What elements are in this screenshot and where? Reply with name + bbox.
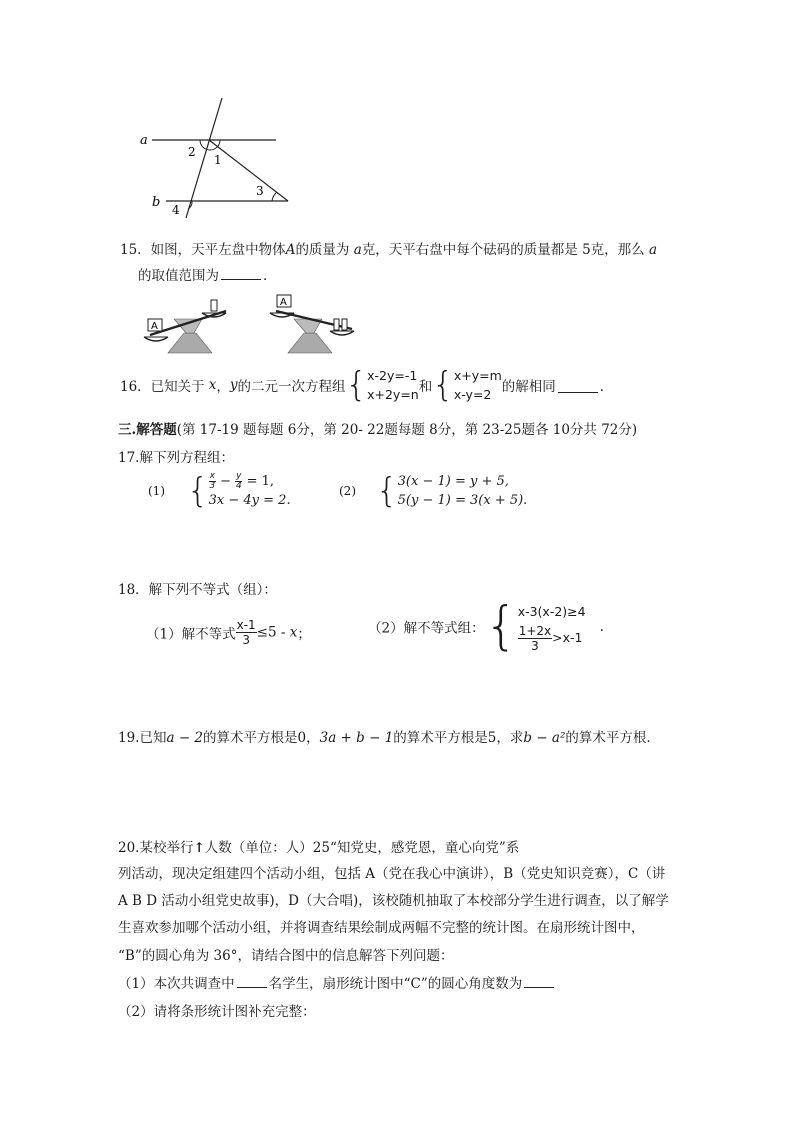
q20-line2: 列活动，现决定组建四个活动小组，包括 A（党在我心中演讲），B（党史知识竞赛），C（讲	[118, 866, 666, 882]
balance-scale-figure	[140, 293, 370, 357]
brace: {	[376, 471, 398, 511]
q20-sub2: （2）请将条形统计图补充完整：	[118, 1004, 316, 1020]
label-a: a	[140, 133, 148, 148]
fraction: $\frac{x-1}{3}$	[236, 618, 256, 647]
balance-scale-left	[144, 300, 226, 353]
label-4: 4	[172, 203, 180, 217]
slant-line	[209, 140, 288, 201]
q20-line5: “B”的圆心角为 36°，请结合图中的信息解答下列问题：	[118, 948, 454, 964]
q18-title: 18．解下列不等式（组）：	[118, 582, 277, 598]
brace: {	[432, 365, 454, 405]
q18-part2: （2）解不等式组：{x-3(x-2)≥4 $\frac{1+2x}{3}$ >x-1.	[368, 596, 604, 657]
label-3: 3	[256, 184, 264, 198]
brace: {	[484, 596, 518, 657]
equation-system-2: x+y=m x-y=2	[453, 368, 502, 402]
q18-part1: （1）解不等式 $\frac{x-1}{3}$ ≤5 - x；	[146, 618, 311, 647]
q17-part1: (1) { $\frac{x}{3}$ − $\frac{y}{4}$ = 1, 3x − 4y = 2.	[148, 471, 291, 511]
answer-blank[interactable]	[558, 378, 598, 393]
q15-line1: 15．如图，天平左盘中物体A的质量为 a克，天平右盘中每个砝码的质量都是 5克，那么 a	[120, 242, 658, 258]
q20-line3: A B D 活动小组党史故事)，D（大合唱)，该校随机抽取了本校部分学生进行调查，以了解学	[118, 893, 669, 909]
weight	[342, 319, 347, 330]
q16-line: 16．已知关于 x，y的二元一次方程组{x-2y=-1 x+2y=n和{x+y=m x-y=2 的解相同 ．	[120, 365, 614, 405]
section-header: 三.解答题(第 17-19 题每题 6分，第 20- 22题每题 8分，第 23-25题各 10分共 72分)	[118, 422, 638, 438]
answer-blank[interactable]	[237, 973, 267, 988]
balance-scale-right	[270, 295, 354, 353]
q17-part2: (2) {3(x − 1) = y + 5, 5(y − 1) = 3(x + 5).	[339, 471, 528, 511]
q20-line4: 生喜欢参加哪个活动小组，并将调查结果绘制成两幅不完整的统计图。在扇形统计图中，	[118, 920, 645, 936]
q17-title: 17.解下列方程组：	[118, 450, 234, 466]
q19-line: 19.已知a − 2的算术平方根是0，3a + b − 1的算术平方根是5，求b − a²的算术平方根．	[118, 730, 660, 746]
fraction: $\frac{1+2x}{3}$	[518, 624, 552, 653]
svg-text:A: A	[280, 297, 287, 308]
q20-line1: 20.某校举行↑人数（单位：人）25“知党史，感党恩，童心向党”系	[118, 840, 520, 856]
angle-figure	[130, 92, 300, 222]
label-b: b	[152, 195, 161, 210]
brace: {	[345, 365, 368, 405]
equation-system-1: x-2y=-1 x+2y=n	[367, 368, 419, 402]
q15-line2: 的取值范围为 ．	[138, 264, 277, 284]
answer-blank[interactable]	[221, 265, 261, 280]
answer-blank[interactable]	[524, 973, 554, 988]
brace: {	[187, 471, 209, 511]
angle-arc-3	[272, 192, 277, 201]
weight	[334, 319, 339, 330]
label-1: 1	[214, 153, 222, 167]
q20-sub1: （1）本次共调查中 名学生，扇形统计图中“C”的圆心角度数为	[118, 972, 556, 992]
svg-text:A: A	[151, 321, 158, 332]
label-2: 2	[188, 145, 196, 159]
weight	[211, 300, 217, 311]
